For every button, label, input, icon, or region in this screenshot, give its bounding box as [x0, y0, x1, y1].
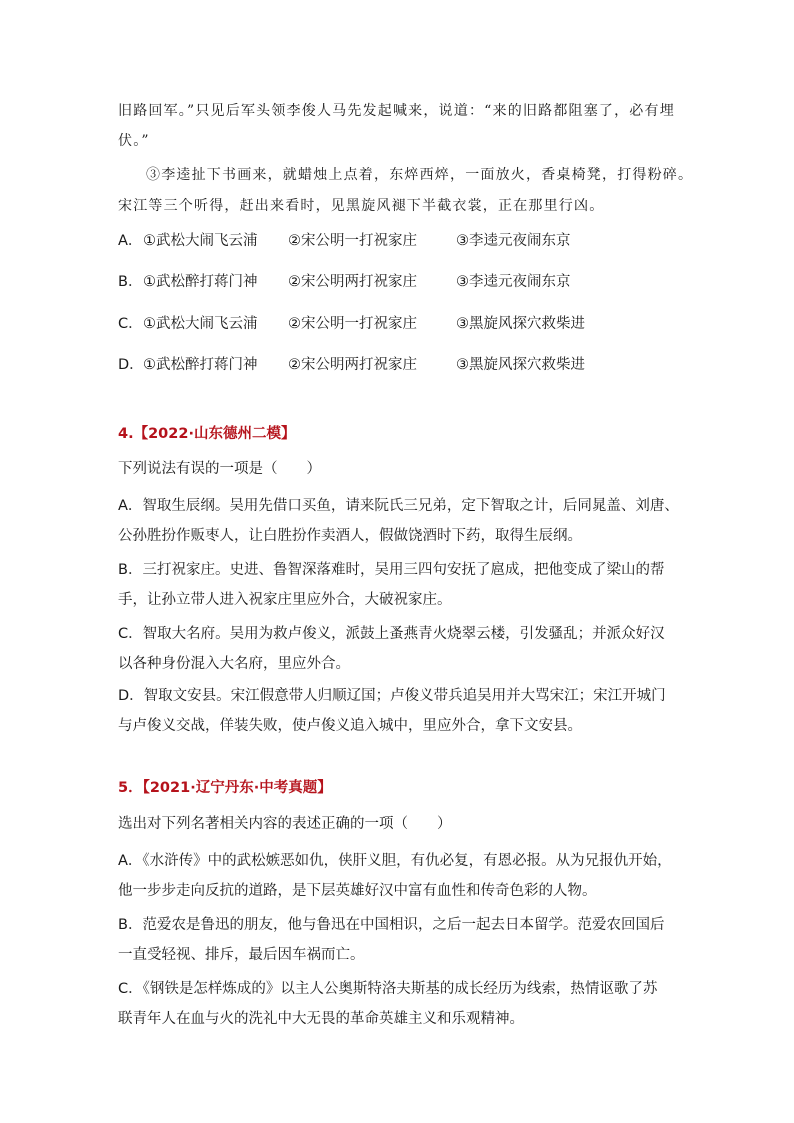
q3-option-d — [118, 355, 688, 375]
question-4-option-a: A．智取生辰纲。吴用先借口买鱼，请来阮氏三兄弟，定下智取之计，后同晁盖、刘唐、 — [118, 498, 679, 514]
option-choice: ③李逵元夜闹东京 — [456, 274, 571, 290]
option-choice: ②宋公明一打祝家庄 — [288, 233, 417, 249]
question-4-option-d: D．智取文安县。宋江假意带人归顺辽国；卢俊义带兵追吴用并大骂宋江；宋江开城门 — [118, 688, 666, 704]
question-5-option-c-cont: 联青年人在血与火的洗礼中大无畏的革命英雄主义和乐观精神。 — [118, 1011, 524, 1027]
option-choice: ①武松醉打蒋门神 — [143, 274, 258, 290]
option-choice: ①武松大闹飞云浦 — [143, 316, 258, 332]
q3-option-b — [118, 272, 688, 292]
option-choice: ③黑旋风探穴救柴进 — [456, 316, 585, 332]
option-choice: ②宋公明一打祝家庄 — [288, 316, 417, 332]
question-4-option-b-cont: 手，让孙立带人进入祝家庄里应外合，大破祝家庄。 — [118, 592, 452, 608]
question-5-option-b-cont: 一直受轻视、排斥，最后因车祸而亡。 — [118, 947, 365, 963]
question-4-option-d-cont: 与卢俊义交战，佯装失败，使卢俊义追入城中，里应外合，拿下文安县。 — [118, 718, 582, 734]
option-label: D． — [118, 357, 144, 373]
passage-line: 伏。” — [118, 133, 150, 149]
question-4-stem: 下列说法有误的一项是（ ） — [118, 461, 321, 477]
passage-line: 宋江等三个听得，赶出来看时，见黑旋风褪下半截衣裳，正在那里行凶。 — [118, 198, 605, 214]
question-5-option-a: A．《水浒传》中的武松嫉恶如仇，侠肝义胆，有仇必复，有恩必报。从为兄报仇开始， — [118, 853, 672, 869]
question-5-heading: 5．【2021·辽宁丹东·中考真题】 — [118, 780, 332, 796]
question-5-option-c: C．《钢铁是怎样炼成的》以主人公奥斯特洛夫斯基的成长经历为线索，热情讴歌了苏 — [118, 981, 658, 997]
question-5-option-b: B．范爱农是鲁迅的朋友，他与鲁迅在中国相识，之后一起去日本留学。范爱农回国后 — [118, 917, 665, 933]
option-label: C． — [118, 316, 143, 332]
option-choice: ③李逵元夜闹东京 — [456, 233, 571, 249]
q3-option-c — [118, 314, 688, 334]
question-4-option-b: B．三打祝家庄。史进、鲁智深落难时，吴用三四句安抚了扈成，把他变成了梁山的帮 — [118, 562, 665, 578]
passage-line: 旧路回军。”只见后军头领李俊人马先发起喊来，说道：“来的旧路都阻塞了，必有埋 — [118, 103, 675, 119]
question-4-option-c: C．智取大名府。吴用为救卢俊义，派鼓上蚤燕青火烧翠云楼，引发骚乱；并派众好汉 — [118, 626, 665, 642]
option-choice: ②宋公明两打祝家庄 — [288, 357, 417, 373]
question-5-option-a-cont: 他一步步走向反抗的道路，是下层英雄好汉中富有血性和传奇色彩的人物。 — [118, 883, 597, 899]
question-4-option-a-cont: 公孙胜扮作贩枣人，让白胜扮作卖酒人，假做饶酒时下药，取得生辰纲。 — [118, 528, 582, 544]
option-choice: ②宋公明两打祝家庄 — [288, 274, 417, 290]
option-label: B． — [118, 274, 143, 290]
option-label: A． — [118, 233, 143, 249]
option-choice: ①武松大闹飞云浦 — [143, 233, 258, 249]
option-choice: ③黑旋风探穴救柴进 — [456, 357, 585, 373]
q3-option-a — [118, 231, 688, 251]
question-5-stem: 选出对下列名著相关内容的表述正确的一项（ ） — [118, 816, 452, 832]
option-choice: ①武松醉打蒋门神 — [143, 357, 258, 373]
question-4-heading: 4.【2022·山东德州二模】 — [118, 426, 296, 442]
passage-line: ③李逵扯下书画来，就蜡烛上点着，东焠西焠，一面放火，香桌椅凳，打得粉碎。 — [146, 167, 694, 183]
question-4-option-c-cont: 以各种身份混入大名府，里应外合。 — [118, 656, 350, 672]
